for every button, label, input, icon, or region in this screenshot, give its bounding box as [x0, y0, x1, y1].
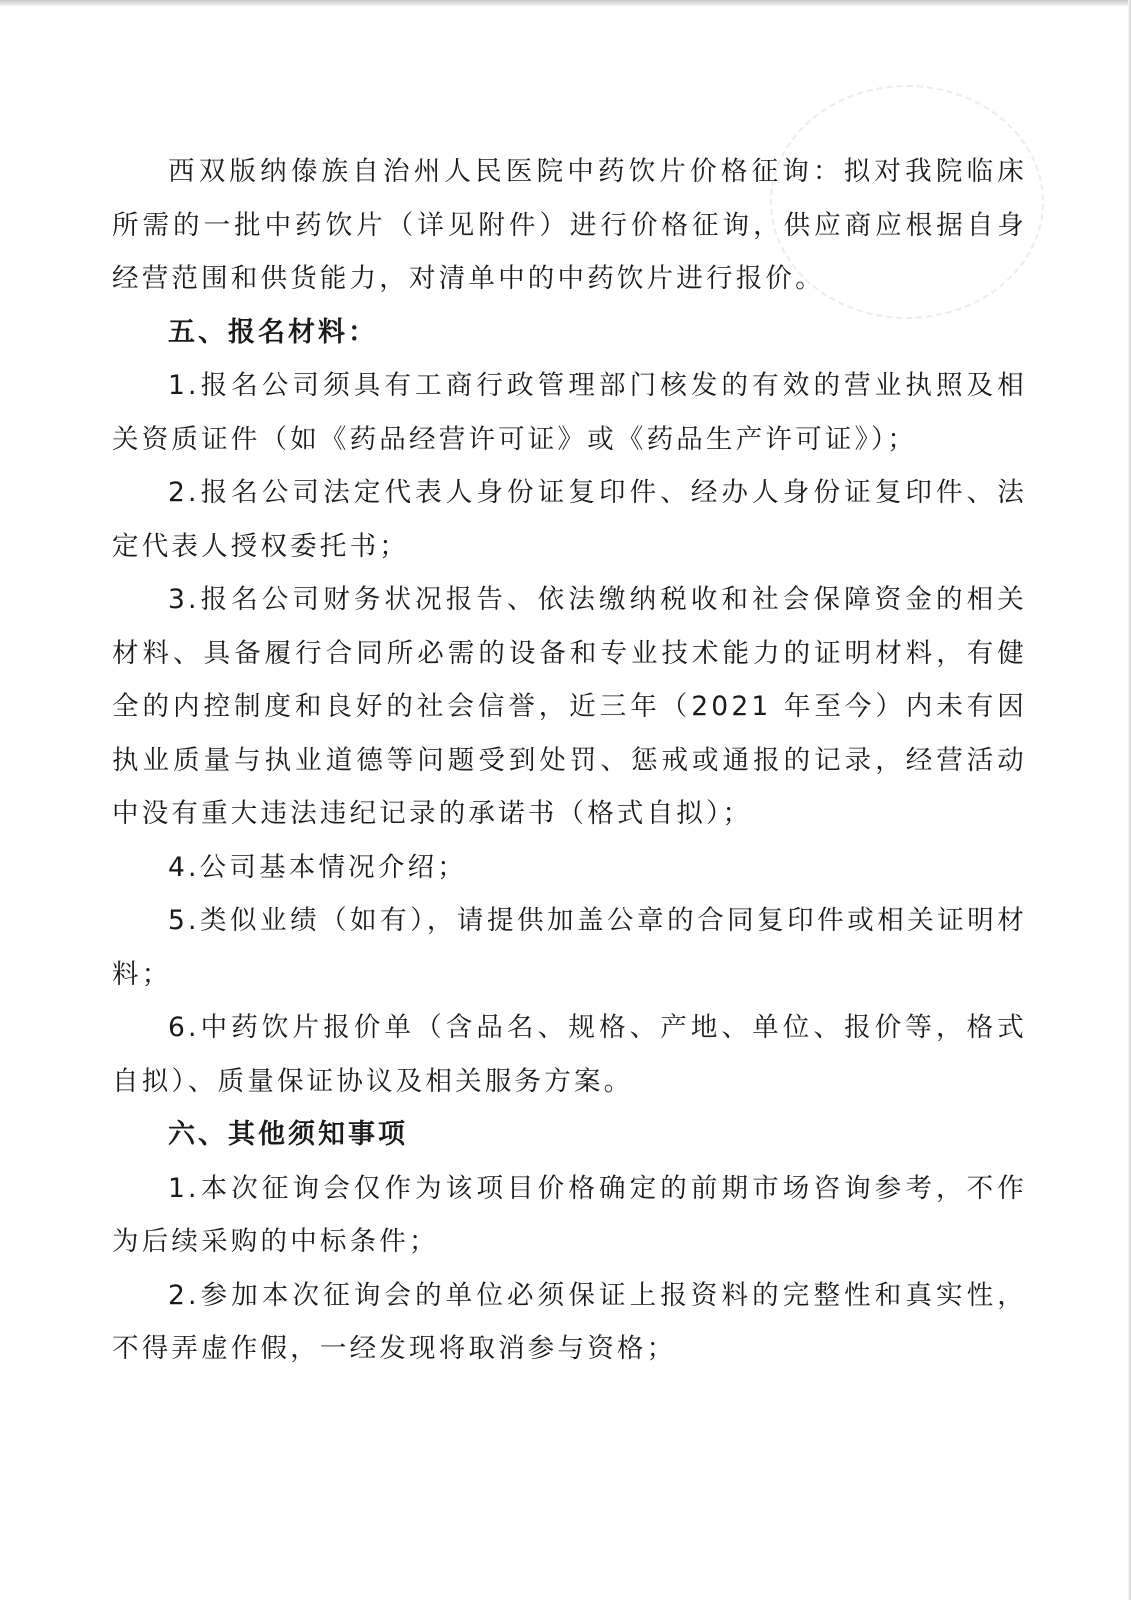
section-5-item-6: 6.中药饮片报价单（含品名、规格、产地、单位、报价等，格式自拟）、质量保证协议及相关服务方案。 [112, 1012, 1027, 1097]
section-5-heading: 五、报名材料： [168, 316, 378, 348]
section-5-item-3: 3.报名公司财务状况报告、依法缴纳税收和社会保障资金的相关材料、具备履行合同所必需的设备和专业技术能力的证明材料，有健全的内控制度和良好的社会信誉，近三年（2021 年至今）内未有因执业质量与执业道德等问题受到处罚、惩戒或通报的记录，经营活动中没有重大违法违纪记录的承诺书（格式自拟）； [112, 584, 1027, 829]
intro-paragraph: 西双版纳傣族自治州人民医院中药饮片价格征询：拟对我院临床所需的一批中药饮片（详见附件）进行价格征询，供应商应根据自身经营范围和供货能力，对清单中的中药饮片进行报价。 [112, 156, 1027, 294]
section-5-item-2: 2.报名公司法定代表人身份证复印件、经办人身份证复印件、法定代表人授权委托书； [112, 477, 1027, 562]
section-5-item-4: 4.公司基本情况介绍； [168, 851, 467, 883]
section-6-item-2: 2.参加本次征询会的单位必须保证上报资料的完整性和真实性，不得弄虚作假，一经发现将取消参与资格； [112, 1279, 1027, 1364]
section-6-heading: 六、其他须知事项 [168, 1119, 408, 1150]
section-5-item-1: 1.报名公司须具有工商行政管理部门核发的有效的营业执照及相关资质证件（如《药品经营许可证》或《药品生产许可证》）； [112, 370, 1027, 455]
scan-top-edge [0, 0, 1131, 6]
section-5-item-5: 5.类似业绩（如有），请提供加盖公章的合同复印件或相关证明材料； [112, 905, 1027, 990]
section-6-item-1: 1.本次征询会仅作为该项目价格确定的前期市场咨询参考，不作为后续采购的中标条件； [112, 1172, 1027, 1257]
document-body [112, 145, 1027, 1376]
